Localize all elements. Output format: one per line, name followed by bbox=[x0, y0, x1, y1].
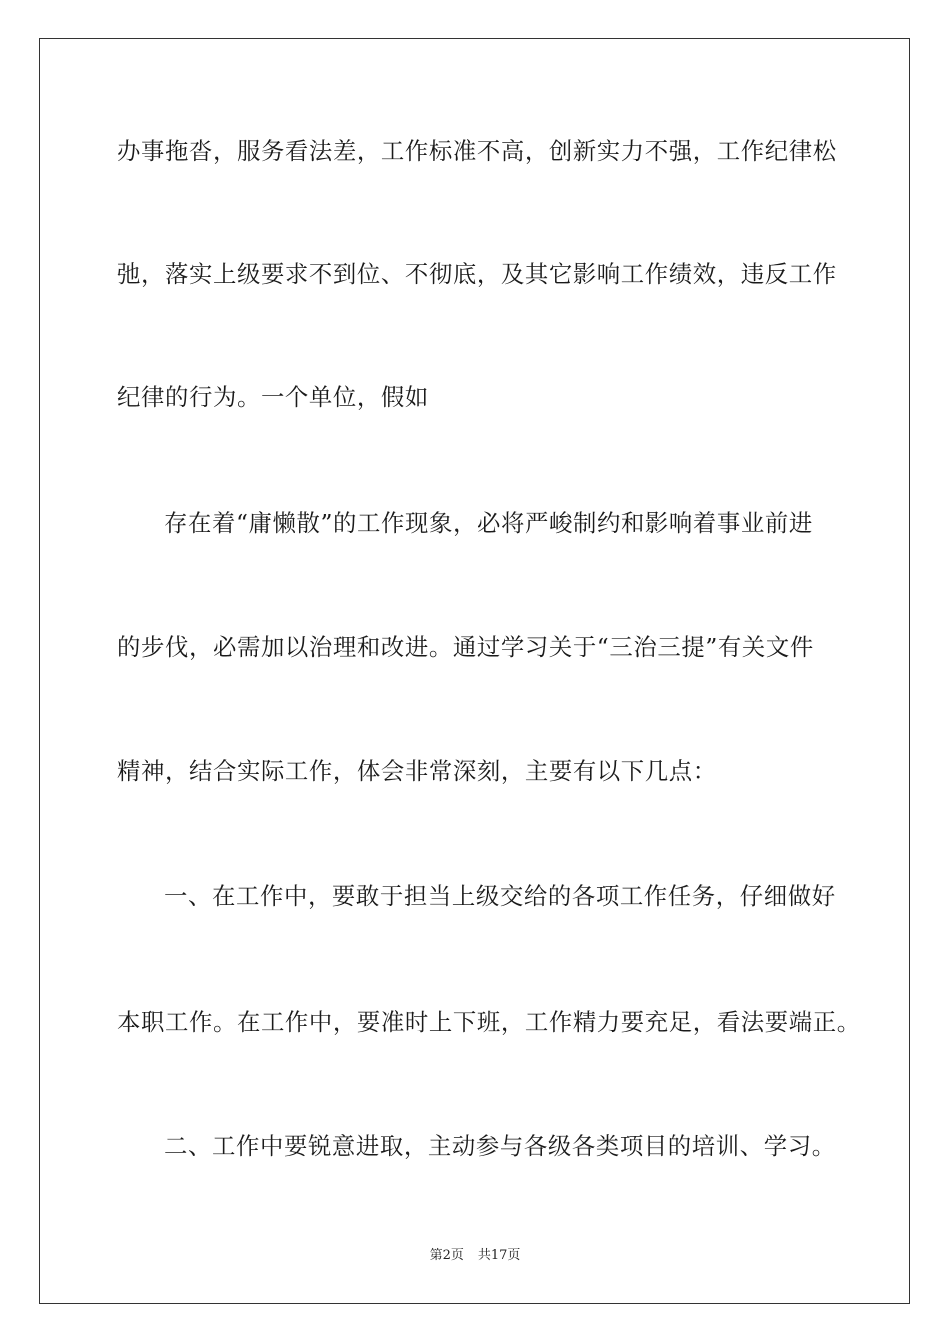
text-line-8: 本职工作。在工作中，要准时上下班，工作精力要充足，看法要端正。 bbox=[117, 1008, 861, 1036]
text-line-1: 办事拖沓，服务看法差，工作标准不高，创新实力不强，工作纪律松 bbox=[117, 137, 837, 165]
text-line-6: 精神，结合实际工作，体会非常深刻，主要有以下几点： bbox=[117, 757, 717, 785]
text-line-2: 弛，落实上级要求不到位、不彻底，及其它影响工作绩效，违反工作 bbox=[117, 260, 837, 288]
text-line-7: 一、在工作中，要敢于担当上级交给的各项工作任务，仔细做好 bbox=[164, 882, 836, 910]
page-border bbox=[39, 38, 910, 1304]
page-total: 共17页 bbox=[477, 1248, 521, 1263]
text-line-3: 纪律的行为。一个单位，假如 bbox=[117, 383, 429, 411]
text-line-4: 存在着“庸懒散”的工作现象，必将严峻制约和影响着事业前进 bbox=[164, 509, 813, 537]
page-number: 第2页 bbox=[429, 1248, 464, 1263]
page-footer bbox=[0, 1248, 950, 1264]
text-line-5: 的步伐，必需加以治理和改进。通过学习关于“三治三提”有关文件 bbox=[117, 633, 814, 661]
text-line-9: 二、工作中要锐意进取，主动参与各级各类项目的培训、学习。 bbox=[164, 1132, 836, 1160]
